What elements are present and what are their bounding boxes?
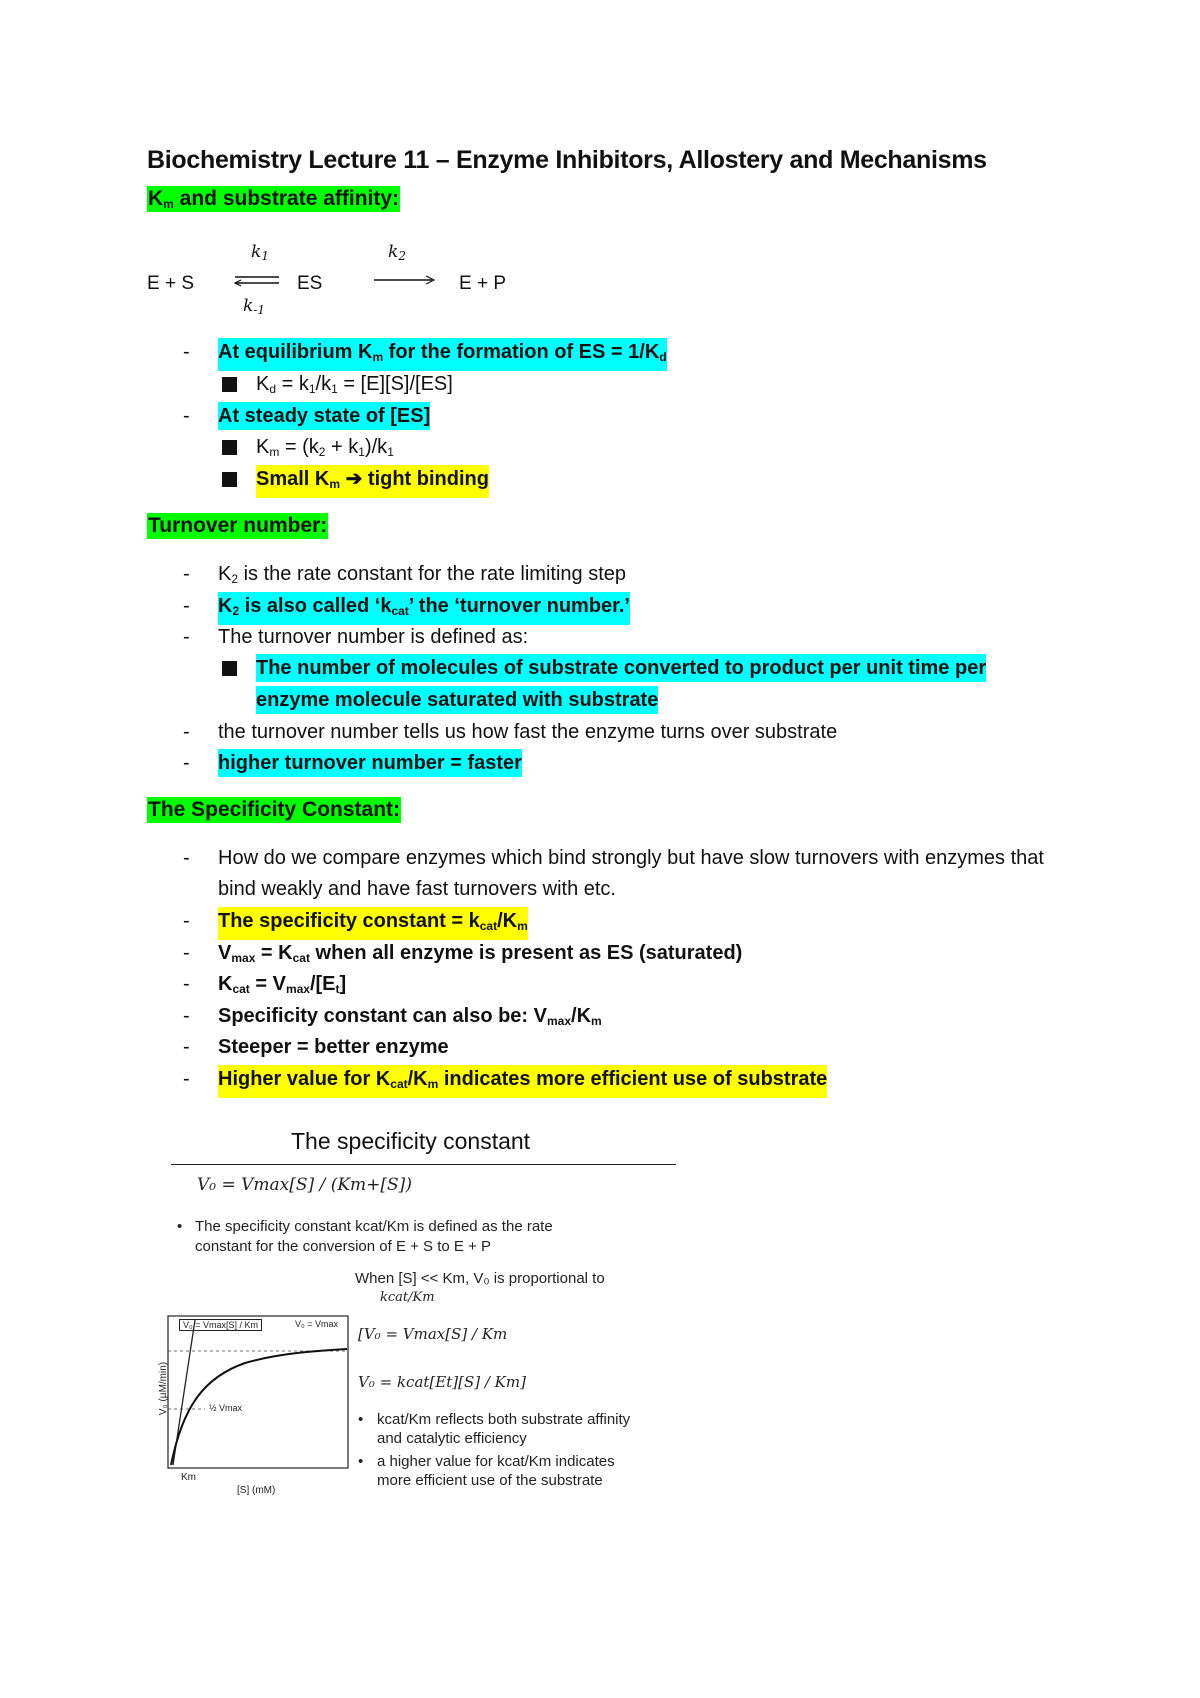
sub-part: 1 xyxy=(387,445,394,459)
sub-part: 1 xyxy=(308,382,316,396)
text-part: /k xyxy=(315,373,332,395)
sub-part: 2 xyxy=(231,572,239,586)
vmax-kcat-text xyxy=(218,939,742,972)
bullet-square-icon xyxy=(222,440,237,455)
slide-when-text: When [S] << Km, V₀ is proportional to xyxy=(355,1270,605,1287)
bullet-dash: - xyxy=(183,847,190,869)
sub-part: cat xyxy=(232,982,250,996)
sub-part: max xyxy=(231,951,256,965)
bullet-dash: - xyxy=(183,942,190,964)
small-km-text xyxy=(256,465,489,498)
compare-enzymes-line2: bind weakly and have fast turnovers with etc. xyxy=(218,878,616,900)
rate-k-minus1-text: k xyxy=(243,296,254,316)
heading-specificity-constant: The Specificity Constant: xyxy=(148,798,401,821)
sub-part: m xyxy=(372,350,384,364)
text-part: is also called ‘k xyxy=(239,595,392,617)
steady-state-text: At steady state of [ES] xyxy=(218,402,430,430)
kcat-vmax-text xyxy=(218,970,346,1003)
heading-km-substrate-affinity xyxy=(147,186,400,212)
slide-bullet-dot: • xyxy=(358,1411,364,1428)
text-part: + k xyxy=(325,436,359,458)
page-title: Biochemistry Lecture 11 – Enzyme Inhibitors, Allostery and Mechanisms xyxy=(147,146,987,174)
rate-k2 xyxy=(388,242,406,263)
bullet-square-icon xyxy=(222,377,237,392)
sub-part: d xyxy=(659,350,667,364)
slide-when-fraction: kcat/Km xyxy=(380,1290,435,1305)
sub-part: m xyxy=(591,1014,602,1028)
slide-bullet1-line1: The specificity constant kcat/Km is defined as the rate xyxy=(195,1218,553,1235)
k2-rate-constant-text xyxy=(218,560,626,593)
saturation-curve xyxy=(171,1349,347,1465)
text-part: /[E xyxy=(309,973,336,995)
text-part: /K xyxy=(497,910,518,932)
slide-bullet-dot: • xyxy=(358,1453,364,1470)
text-part: Specificity constant can also be: V xyxy=(218,1005,547,1027)
specificity-constant-slide xyxy=(158,1125,725,1515)
slide-bullet2-line1: kcat/Km reflects both substrate affinity xyxy=(377,1411,631,1428)
sub-part: 2 xyxy=(232,604,240,618)
text-part: = K xyxy=(255,942,293,964)
sub-part: d xyxy=(269,382,277,396)
slide-bullet3-line1: a higher value for kcat/Km indicates xyxy=(377,1453,615,1470)
specificity-alt-text xyxy=(218,1002,602,1035)
text-part: K xyxy=(256,373,270,395)
text-part: K xyxy=(218,595,233,617)
higher-turnover-text: higher turnover number = faster xyxy=(218,749,522,777)
slide-title-rule xyxy=(171,1164,676,1165)
text-part: The specificity constant = k xyxy=(218,910,480,932)
graph-frame xyxy=(168,1316,348,1468)
kcat-definition-text xyxy=(218,592,630,625)
slide-bullet1-line2: constant for the conversion of E + S to E + P xyxy=(195,1238,492,1255)
kd-definition-text xyxy=(256,370,453,403)
bullet-dash: - xyxy=(183,1036,190,1058)
rate-k1 xyxy=(251,242,269,263)
text-part: = V xyxy=(249,973,286,995)
sub-part: m xyxy=(517,919,528,933)
text-part: is the rate constant for the rate limiting step xyxy=(238,563,626,585)
bullet-dash: - xyxy=(183,752,190,774)
text-part: Small K xyxy=(256,468,330,490)
sub-part: cat xyxy=(479,919,498,933)
bullet-dash: - xyxy=(183,563,190,585)
slide-eq2: [V₀ = Vmax[S] / Km xyxy=(358,1325,508,1343)
bullet-dash: - xyxy=(183,595,190,617)
heading-km-rest: and substrate affinity: xyxy=(173,187,400,210)
sub-part: 1 xyxy=(331,382,338,396)
turnover-speed-text: the turnover number tells us how fast the enzyme turns over substrate xyxy=(218,721,838,743)
steeper-text: Steeper = better enzyme xyxy=(218,1036,449,1058)
equilibrium-km-text xyxy=(218,338,667,371)
graph-km-label: Km xyxy=(181,1472,196,1483)
reaction-right: E + P xyxy=(459,273,506,294)
rate-k1-sub: 1 xyxy=(261,249,269,263)
text-part: K xyxy=(218,563,232,585)
sub-part: cat xyxy=(390,1077,408,1091)
slide-eq3: V₀ = kcat[Et][S] / Km] xyxy=(358,1373,526,1391)
graph-x-label: [S] (mM) xyxy=(237,1485,276,1496)
bullet-square-icon xyxy=(222,472,237,487)
sub-part: max xyxy=(546,1014,572,1028)
text-part: when all enzyme is present as ES (saturated) xyxy=(309,942,743,964)
higher-value-text xyxy=(218,1065,827,1098)
heading-turnover-number: Turnover number: xyxy=(148,514,328,537)
sub-part: m xyxy=(427,1077,439,1091)
rate-k2-sub: 2 xyxy=(398,249,406,263)
slide-title: The specificity constant xyxy=(291,1128,531,1154)
sub-part: max xyxy=(285,982,310,996)
turnover-defined-text: The turnover number is defined as: xyxy=(218,626,529,648)
sub-part: 2 xyxy=(318,445,326,459)
graph-y-label: V₀ (μM/min) xyxy=(158,1361,170,1416)
bullet-dash: - xyxy=(183,1005,190,1027)
sub-part: t xyxy=(335,982,340,996)
heading-km-sub: m xyxy=(163,197,174,211)
km-definition-text xyxy=(256,433,394,466)
text-part: At equilibrium K xyxy=(218,341,373,363)
compare-enzymes-line1: How do we compare enzymes which bind strongly but have slow turnovers with enzymes that xyxy=(218,847,1044,869)
sub-part: m xyxy=(269,445,280,459)
forward-arrow-icon xyxy=(372,273,438,287)
text-part: V xyxy=(218,942,232,964)
text-part: )/k xyxy=(364,436,388,458)
rate-k1-text: k xyxy=(251,242,262,262)
bullet-dash: - xyxy=(183,910,190,932)
bullet-dash: - xyxy=(183,341,190,363)
graph-half-vmax: ½ Vmax xyxy=(209,1403,243,1413)
text-part: ’ the ‘turnover number.’ xyxy=(408,595,630,617)
sub-part: m xyxy=(329,477,341,491)
bullet-dash: - xyxy=(183,721,190,743)
slide-bullet2-line2: and catalytic efficiency xyxy=(377,1430,527,1447)
turnover-definition-line1: The number of molecules of substrate converted to product per unit time per xyxy=(256,654,986,682)
text-part: = [E][S]/[ES] xyxy=(337,373,453,395)
bullet-square-icon xyxy=(222,661,237,676)
text-part: indicates more efficient use of substrate xyxy=(438,1068,828,1090)
specificity-constant-def xyxy=(218,907,528,940)
reaction-left: E + S xyxy=(147,273,194,294)
text-part: ] xyxy=(339,973,347,995)
turnover-definition-line2: enzyme molecule saturated with substrate xyxy=(256,686,658,714)
text-part: = k xyxy=(276,373,309,395)
right-arrow-icon: ➔ xyxy=(340,468,368,490)
bullet-dash: - xyxy=(183,626,190,648)
text-part: tight binding xyxy=(367,468,489,490)
graph-box-right: V₀ = Vmax xyxy=(295,1319,339,1329)
bullet-dash: - xyxy=(183,405,190,427)
rate-k-minus1 xyxy=(243,296,265,317)
text-part: /K xyxy=(407,1068,428,1090)
equilibrium-arrows-icon xyxy=(233,272,281,292)
text-part: /K xyxy=(571,1005,592,1027)
sub-part: cat xyxy=(391,604,409,618)
slide-bullet3-line2: more efficient use of the substrate xyxy=(377,1472,603,1489)
text-part: K xyxy=(218,973,233,995)
rate-k2-text: k xyxy=(388,242,399,262)
bullet-dash: - xyxy=(183,973,190,995)
text-part: = (k xyxy=(279,436,319,458)
bullet-dash: - xyxy=(183,1068,190,1090)
sub-part: cat xyxy=(292,951,310,965)
sub-part: 1 xyxy=(358,445,365,459)
text-part: K xyxy=(256,436,270,458)
graph-box-left: V₀ = Vmax[S] / Km xyxy=(179,1319,262,1331)
rate-k-minus1-sub: -1 xyxy=(253,303,266,317)
heading-km-text: K xyxy=(148,187,164,210)
text-part: for the formation of ES = 1/K xyxy=(383,341,660,363)
reaction-middle: ES xyxy=(297,273,323,294)
text-part: Higher value for K xyxy=(218,1068,391,1090)
slide-bullet-dot: • xyxy=(177,1218,183,1235)
michaelis-menten-equation: V₀ = Vmax[S] / (Km+[S]) xyxy=(197,1175,412,1195)
